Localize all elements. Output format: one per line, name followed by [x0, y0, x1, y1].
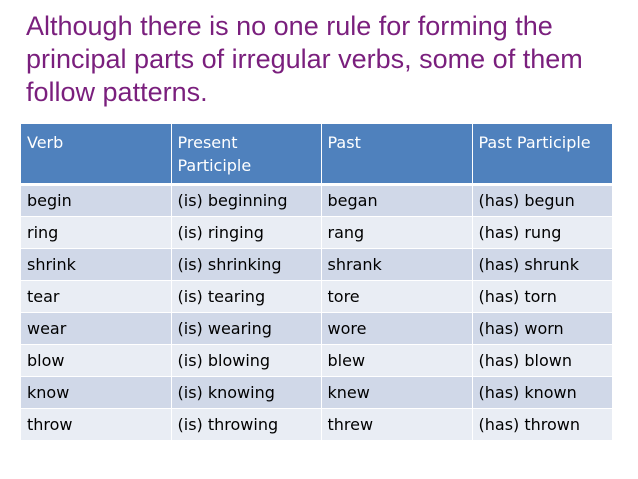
table-header-row	[21, 124, 612, 184]
cell-present-participle: (is) tearing	[171, 280, 321, 312]
cell-present-participle: (is) shrinking	[171, 248, 321, 280]
cell-past-participle: (has) known	[472, 376, 612, 408]
cell-verb: begin	[21, 184, 171, 216]
table-row	[21, 408, 612, 440]
cell-past: knew	[321, 376, 472, 408]
cell-past-participle: (has) worn	[472, 312, 612, 344]
cell-verb: shrink	[21, 248, 171, 280]
slide-heading: Although there is no one rule for forming the principal parts of irregular verbs, some of them follow patterns.	[26, 11, 583, 107]
cell-past-participle: (has) begun	[472, 184, 612, 216]
cell-present-participle: (is) throwing	[171, 408, 321, 440]
cell-present-participle: (is) blowing	[171, 344, 321, 376]
header-past-participle: Past Participle	[472, 124, 612, 184]
cell-past-participle: (has) thrown	[472, 408, 612, 440]
irregular-verbs-table	[21, 124, 612, 440]
table-row	[21, 280, 612, 312]
cell-verb: blow	[21, 344, 171, 376]
cell-present-participle: (is) knowing	[171, 376, 321, 408]
cell-past: rang	[321, 216, 472, 248]
cell-verb: wear	[21, 312, 171, 344]
cell-past: began	[321, 184, 472, 216]
cell-past-participle: (has) shrunk	[472, 248, 612, 280]
cell-present-participle: (is) ringing	[171, 216, 321, 248]
table-row	[21, 216, 612, 248]
cell-past: wore	[321, 312, 472, 344]
table-row	[21, 344, 612, 376]
cell-past: shrank	[321, 248, 472, 280]
table-row	[21, 376, 612, 408]
cell-past-participle: (has) torn	[472, 280, 612, 312]
table-row	[21, 312, 612, 344]
header-verb: Verb	[21, 124, 171, 184]
cell-past-participle: (has) rung	[472, 216, 612, 248]
cell-verb: tear	[21, 280, 171, 312]
table-row	[21, 248, 612, 280]
cell-past-participle: (has) blown	[472, 344, 612, 376]
header-past: Past	[321, 124, 472, 184]
cell-present-participle: (is) wearing	[171, 312, 321, 344]
table-row	[21, 184, 612, 216]
cell-present-participle: (is) beginning	[171, 184, 321, 216]
cell-verb: throw	[21, 408, 171, 440]
cell-past: blew	[321, 344, 472, 376]
cell-past: tore	[321, 280, 472, 312]
cell-past: threw	[321, 408, 472, 440]
header-present-participle: Present Participle	[171, 124, 321, 184]
cell-verb: know	[21, 376, 171, 408]
cell-verb: ring	[21, 216, 171, 248]
